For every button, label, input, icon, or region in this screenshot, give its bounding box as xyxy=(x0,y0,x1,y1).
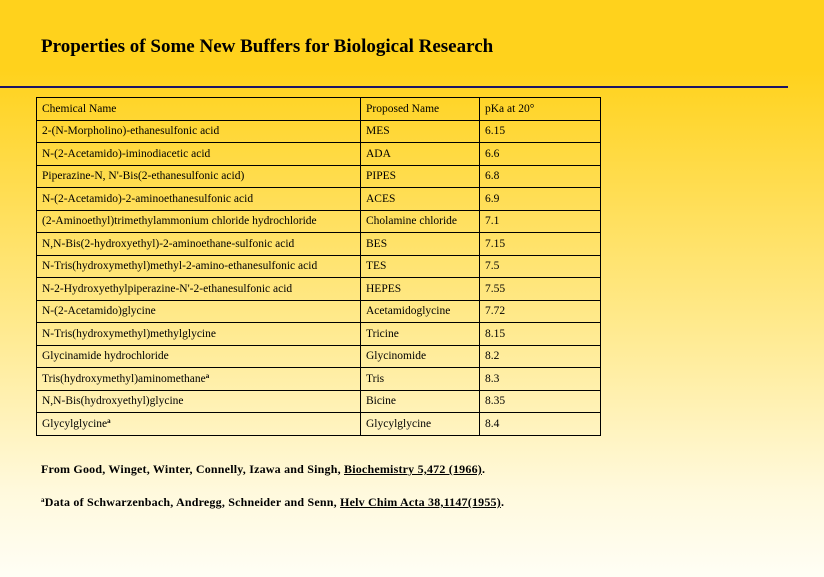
pka-cell: 7.1 xyxy=(480,210,601,233)
chemical-name-cell xyxy=(37,233,361,256)
data-footnote-prefix: Data of Schwarzenbach, Andregg, Schneider and Senn, xyxy=(44,495,341,509)
chemical-name-cell xyxy=(37,300,361,323)
table-row xyxy=(37,368,601,391)
pka-cell: 6.15 xyxy=(480,120,601,143)
proposed-name-cell: Acetamidoglycine xyxy=(361,300,480,323)
table-row xyxy=(37,345,601,368)
header-pka: pKa at 20° xyxy=(480,98,601,121)
chemical-name-cell xyxy=(37,143,361,166)
proposed-name-cell: PIPES xyxy=(361,165,480,188)
chemical-name: N-Tris(hydroxymethyl)methyl-2-amino-ethanesulfonic acid xyxy=(42,260,318,273)
chemical-name: N-(2-Acetamido)-2-aminoethanesulfonic acid xyxy=(42,192,254,205)
chemical-name-cell xyxy=(37,368,361,391)
pka-cell: 8.2 xyxy=(480,345,601,368)
table-row xyxy=(37,278,601,301)
source-footnote-suffix: . xyxy=(481,462,486,476)
buffers-table xyxy=(36,97,601,436)
chemical-name: (2-Aminoethyl)trimethylammonium chloride hydrochloride xyxy=(42,215,317,228)
chemical-name-cell xyxy=(37,345,361,368)
chemical-name-cell xyxy=(37,120,361,143)
chemical-name-cell xyxy=(37,278,361,301)
table-header-row xyxy=(37,98,601,121)
chemical-name-cell xyxy=(37,255,361,278)
pka-cell: 7.15 xyxy=(480,233,601,256)
proposed-name-cell: Tricine xyxy=(361,323,480,346)
table-row xyxy=(37,323,601,346)
pka-cell: 8.3 xyxy=(480,368,601,391)
pka-cell: 7.5 xyxy=(480,255,601,278)
source-footnote xyxy=(41,462,485,477)
footnote-marker: a xyxy=(41,496,45,504)
page-title: Properties of Some New Buffers for Biological Research xyxy=(41,36,494,57)
chemical-name-cell xyxy=(37,413,361,436)
table-row xyxy=(37,255,601,278)
table-row xyxy=(37,143,601,166)
source-reference: Biochemistry 5,472 (1966) xyxy=(343,462,482,476)
chemical-name-cell xyxy=(37,323,361,346)
table-row xyxy=(37,300,601,323)
proposed-name-cell: BES xyxy=(361,233,480,256)
chemical-name: Tris(hydroxymethyl)aminomethane xyxy=(42,373,206,386)
data-footnote xyxy=(41,495,504,510)
table-row xyxy=(37,210,601,233)
data-reference: Helv Chim Acta 38,1147(1955) xyxy=(340,495,501,509)
data-footnote-suffix: . xyxy=(500,495,505,509)
chemical-name-cell xyxy=(37,210,361,233)
chemical-name-cell xyxy=(37,165,361,188)
proposed-name-cell: Cholamine chloride xyxy=(361,210,480,233)
proposed-name-cell: HEPES xyxy=(361,278,480,301)
chemical-name: N,N-Bis(hydroxyethyl)glycine xyxy=(42,395,184,408)
table-body xyxy=(37,98,601,436)
pka-cell: 8.35 xyxy=(480,390,601,413)
chemical-name-cell xyxy=(37,390,361,413)
proposed-name-cell: MES xyxy=(361,120,480,143)
header-proposed-name: Proposed Name xyxy=(361,98,480,121)
chemical-name: Piperazine-N, N'-Bis(2-ethanesulfonic acid) xyxy=(42,170,245,183)
table-row xyxy=(37,188,601,211)
proposed-name-cell: ADA xyxy=(361,143,480,166)
table-row xyxy=(37,413,601,436)
footnote-marker: a xyxy=(205,372,210,381)
proposed-name-cell: Glycinomide xyxy=(361,345,480,368)
table-row xyxy=(37,233,601,256)
pka-cell: 6.6 xyxy=(480,143,601,166)
chemical-name-cell xyxy=(37,188,361,211)
chemical-name: N,N-Bis(2-hydroxyethyl)-2-aminoethane-sulfonic acid xyxy=(42,237,295,250)
table-row xyxy=(37,390,601,413)
pka-cell: 7.72 xyxy=(480,300,601,323)
chemical-name: 2-(N-Morpholino)-ethanesulfonic acid xyxy=(42,125,220,138)
pka-cell: 6.8 xyxy=(480,165,601,188)
header-chemical-name: Chemical Name xyxy=(37,98,361,121)
table-row xyxy=(37,120,601,143)
proposed-name-cell: Bicine xyxy=(361,390,480,413)
pka-cell: 8.4 xyxy=(480,413,601,436)
proposed-name-cell: ACES xyxy=(361,188,480,211)
title-divider xyxy=(0,86,788,88)
proposed-name-cell: TES xyxy=(361,255,480,278)
footnote-marker: a xyxy=(107,417,111,426)
chemical-name: N-(2-Acetamido)-iminodiacetic acid xyxy=(42,147,211,160)
chemical-name: N-Tris(hydroxymethyl)methylglycine xyxy=(42,327,216,340)
pka-cell: 7.55 xyxy=(480,278,601,301)
chemical-name: N-(2-Acetamido)glycine xyxy=(42,305,156,318)
source-footnote-prefix: From Good, Winget, Winter, Connelly, Izawa and Singh, xyxy=(41,462,344,476)
proposed-name-cell: Glycylglycine xyxy=(361,413,480,436)
pka-cell: 8.15 xyxy=(480,323,601,346)
table-row xyxy=(37,165,601,188)
chemical-name: Glycinamide hydrochloride xyxy=(42,350,169,363)
pka-cell: 6.9 xyxy=(480,188,601,211)
chemical-name: N-2-Hydroxyethylpiperazine-N'-2-ethanesulfonic acid xyxy=(42,282,293,295)
chemical-name: Glycylglycine xyxy=(42,418,108,431)
proposed-name-cell: Tris xyxy=(361,368,480,391)
